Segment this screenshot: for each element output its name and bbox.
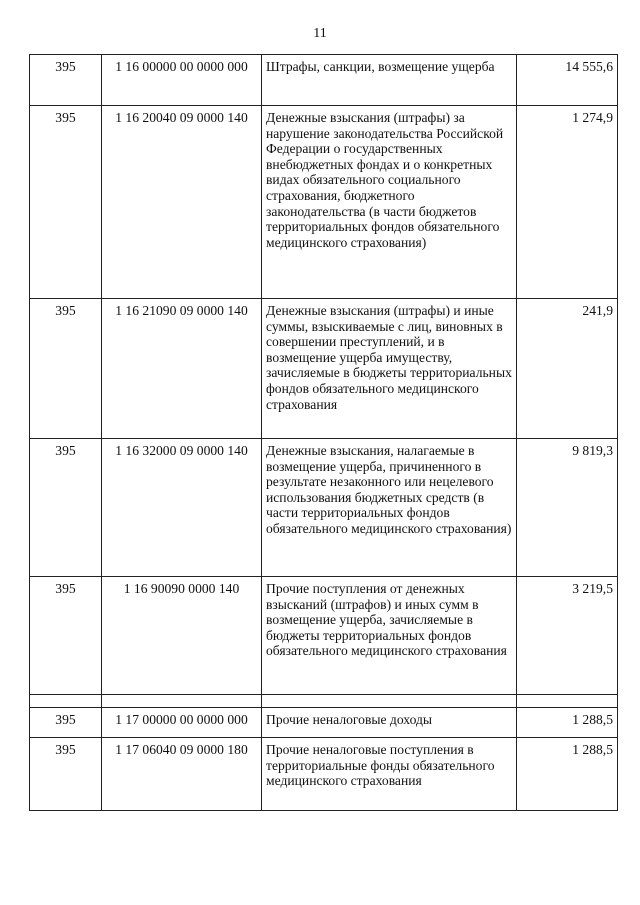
revenue-name-cell: Прочие неналоговые поступления в территориальные фонды обязательного медицинского страхования xyxy=(262,738,517,811)
budget-code-cell: 1 16 00000 00 0000 000 xyxy=(102,55,262,106)
admin-code-cell: 395 xyxy=(30,708,102,738)
revenue-name-cell: Денежные взыскания (штрафы) и иные суммы, взыскиваемые с лиц, виновных в совершении преступлений, и в возмещение ущерба имуществу, зачисляемые в бюджеты территориальных фондов обязательного медицинского страхования xyxy=(262,299,517,439)
page-number: 11 xyxy=(313,26,327,41)
spacer-row xyxy=(30,695,618,708)
table-row xyxy=(30,708,618,738)
revenue-name-cell: Денежные взыскания, налагаемые в возмещение ущерба, причиненного в результате незаконного или нецелевого использования бюджетных средств (в части территориальных фондов обязательного медицинского страхования) xyxy=(262,439,517,577)
table-row xyxy=(30,738,618,811)
revenue-name-cell: Прочие неналоговые доходы xyxy=(262,708,517,738)
table-row xyxy=(30,577,618,695)
admin-code-cell: 395 xyxy=(30,439,102,577)
empty-cell xyxy=(30,695,102,708)
budget-code-cell: 1 16 21090 09 0000 140 xyxy=(102,299,262,439)
amount-cell: 9 819,3 xyxy=(517,439,618,577)
revenue-table xyxy=(29,54,618,811)
budget-code-cell: 1 16 20040 09 0000 140 xyxy=(102,106,262,299)
budget-code-cell: 1 17 00000 00 0000 000 xyxy=(102,708,262,738)
budget-code-cell: 1 16 90090 0000 140 xyxy=(102,577,262,695)
table-row xyxy=(30,439,618,577)
admin-code-cell: 395 xyxy=(30,55,102,106)
amount-cell: 241,9 xyxy=(517,299,618,439)
table-row xyxy=(30,106,618,299)
amount-cell: 14 555,6 xyxy=(517,55,618,106)
empty-cell xyxy=(517,695,618,708)
admin-code-cell: 395 xyxy=(30,299,102,439)
amount-cell: 1 288,5 xyxy=(517,738,618,811)
empty-cell xyxy=(262,695,517,708)
admin-code-cell: 395 xyxy=(30,577,102,695)
admin-code-cell: 395 xyxy=(30,738,102,811)
admin-code-cell: 395 xyxy=(30,106,102,299)
budget-code-cell: 1 16 32000 09 0000 140 xyxy=(102,439,262,577)
amount-cell: 3 219,5 xyxy=(517,577,618,695)
revenue-name-cell: Прочие поступления от денежных взысканий (штрафов) и иных сумм в возмещение ущерба, зачисляемые в бюджеты территориальных фондов обязательного медицинского страхования xyxy=(262,577,517,695)
table-row xyxy=(30,299,618,439)
revenue-name-cell: Штрафы, санкции, возмещение ущерба xyxy=(262,55,517,106)
amount-cell: 1 288,5 xyxy=(517,708,618,738)
revenue-name-cell: Денежные взыскания (штрафы) за нарушение законодательства Российской Федерации о государственных внебюджетных фондах и о конкретных видах обязательного социального страхования, бюджетного законодательства (в части бюджетов территориальных фондов обязательного медицинского страхования) xyxy=(262,106,517,299)
budget-code-cell: 1 17 06040 09 0000 180 xyxy=(102,738,262,811)
table-row xyxy=(30,55,618,106)
empty-cell xyxy=(102,695,262,708)
amount-cell: 1 274,9 xyxy=(517,106,618,299)
